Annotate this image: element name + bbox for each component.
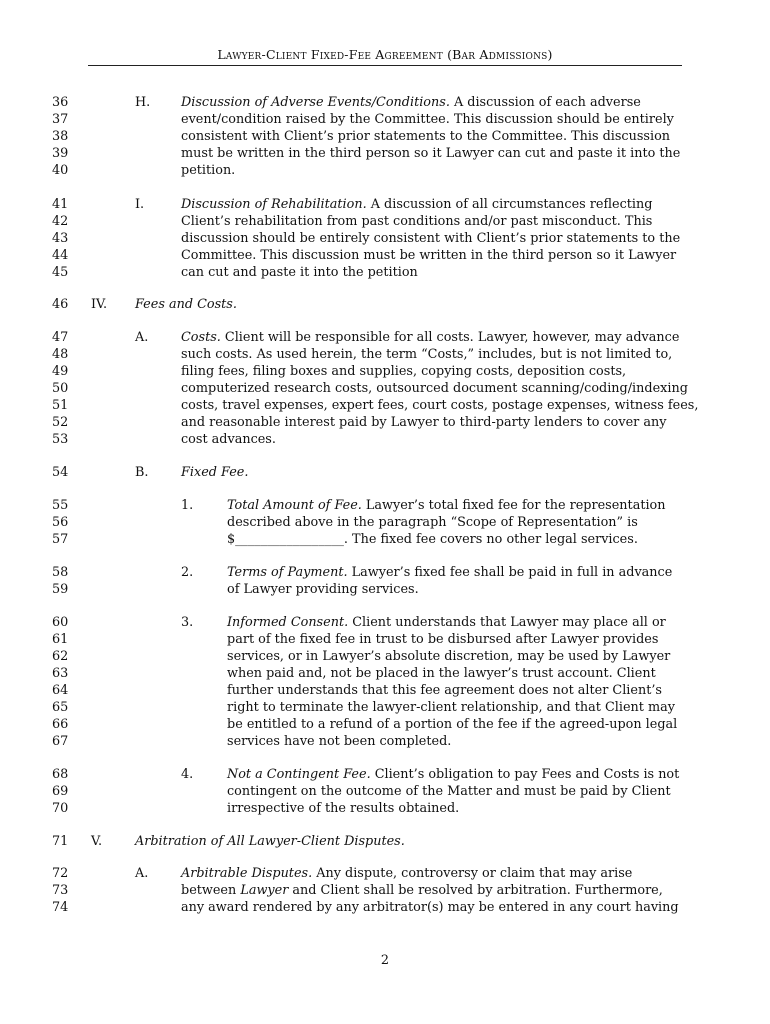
line-number: 64 xyxy=(52,683,69,698)
article-title: Arbitration of All Lawyer-Client Disputes. xyxy=(135,834,405,849)
paragraph-line: irrespective of the results obtained. xyxy=(227,801,460,816)
line-number: 69 xyxy=(52,784,69,799)
paragraph-title: Total Amount of Fee. xyxy=(227,498,362,513)
paragraph-title: Terms of Payment. xyxy=(227,565,348,580)
line-number: 66 xyxy=(52,717,69,732)
line-number: 57 xyxy=(52,532,69,547)
line-number: 72 xyxy=(52,866,69,881)
paragraph-title: Costs. xyxy=(181,330,221,345)
article-marker: V. xyxy=(91,834,103,849)
line-number: 61 xyxy=(52,632,69,647)
item-marker: 1. xyxy=(181,498,194,513)
line-number: 51 xyxy=(52,398,69,413)
line-number: 53 xyxy=(52,432,69,447)
paragraph-line: discussion should be entirely consistent with Client’s prior statements to the xyxy=(181,231,681,246)
line-number: 42 xyxy=(52,214,69,229)
header-rule xyxy=(88,65,682,66)
paragraph-line: filing fees, filing boxes and supplies, copying costs, deposition costs, xyxy=(181,364,627,379)
line-number: 36 xyxy=(52,95,69,110)
page-number: 2 xyxy=(380,953,390,968)
paragraph-line: between Lawyer and Client shall be resolved by arbitration. Furthermore, xyxy=(181,883,663,898)
paragraph-line: Arbitrable Disputes. Any dispute, controversy or claim that may arise xyxy=(181,866,633,881)
paragraph-line: must be written in the third person so it Lawyer can cut and paste it into the xyxy=(181,146,681,161)
item-marker: 2. xyxy=(181,565,194,580)
line-number: 48 xyxy=(52,347,69,362)
item-marker: 3. xyxy=(181,615,194,630)
paragraph-title: Discussion of Adverse Events/Conditions. xyxy=(181,95,450,110)
paragraph-line: Committee. This discussion must be written in the third person so it Lawyer xyxy=(181,248,677,263)
paragraph-line: any award rendered by any arbitrator(s) may be entered in any court having xyxy=(181,900,679,915)
line-number: 74 xyxy=(52,900,69,915)
paragraph-line: and reasonable interest paid by Lawyer to third-party lenders to cover any xyxy=(181,415,667,430)
line-number: 38 xyxy=(52,129,69,144)
line-number: 55 xyxy=(52,498,69,513)
paragraph-title: Not a Contingent Fee. xyxy=(227,767,371,782)
paragraph-line: Terms of Payment. Lawyer’s fixed fee shall be paid in full in advance xyxy=(227,565,673,580)
line-number: 54 xyxy=(52,465,69,480)
paragraph-title: Informed Consent. xyxy=(227,615,349,630)
line-number: 46 xyxy=(52,297,69,312)
line-number: 41 xyxy=(52,197,69,212)
paragraph-line: cost advances. xyxy=(181,432,276,447)
paragraph-line: be entitled to a refund of a portion of the fee if the agreed-upon legal xyxy=(227,717,678,732)
line-number: 52 xyxy=(52,415,69,430)
line-number: 63 xyxy=(52,666,69,681)
running-header: Lawyer-Client Fixed-Fee Agreement (Bar Admissions) xyxy=(217,47,553,62)
paragraph-line: such costs. As used herein, the term “Costs,” includes, but is not limited to, xyxy=(181,347,673,362)
paragraph-line: services, or in Lawyer’s absolute discretion, may be used by Lawyer xyxy=(227,649,671,664)
line-number: 39 xyxy=(52,146,69,161)
line-number: 71 xyxy=(52,834,69,849)
line-number: 73 xyxy=(52,883,69,898)
line-number: 47 xyxy=(52,330,69,345)
paragraph-line: Informed Consent. Client understands that Lawyer may place all or xyxy=(227,615,666,630)
section-marker: A. xyxy=(135,866,149,881)
fee-amount-line: $_________________. The fixed fee covers no other legal services. xyxy=(227,532,638,547)
line-number: 49 xyxy=(52,364,69,379)
paragraph-line: Costs. Client will be responsible for all costs. Lawyer, however, may advance xyxy=(181,330,680,345)
line-number: 58 xyxy=(52,565,69,580)
paragraph-line: when paid and, not be placed in the lawyer’s trust account. Client xyxy=(227,666,656,681)
paragraph-line: costs, travel expenses, expert fees, court costs, postage expenses, witness fees, xyxy=(181,398,699,413)
paragraph-line: of Lawyer providing services. xyxy=(227,582,419,597)
line-number: 50 xyxy=(52,381,69,396)
section-marker: I. xyxy=(135,197,145,212)
paragraph-line: Discussion of Rehabilitation. A discussion of all circumstances reflecting xyxy=(181,197,653,212)
paragraph-title: Fixed Fee. xyxy=(181,465,249,480)
paragraph-line: right to terminate the lawyer-client relationship, and that Client may xyxy=(227,700,675,715)
section-marker: B. xyxy=(135,465,149,480)
paragraph-line: event/condition raised by the Committee. This discussion should be entirely xyxy=(181,112,674,127)
paragraph-line: described above in the paragraph “Scope of Representation” is xyxy=(227,515,638,530)
line-number: 67 xyxy=(52,734,69,749)
line-number: 62 xyxy=(52,649,69,664)
line-number: 43 xyxy=(52,231,69,246)
paragraph-line: further understands that this fee agreement does not alter Client’s xyxy=(227,683,662,698)
line-number: 65 xyxy=(52,700,69,715)
paragraph-line: Discussion of Adverse Events/Conditions. A discussion of each adverse xyxy=(181,95,641,110)
article-marker: IV. xyxy=(91,297,108,312)
section-marker: A. xyxy=(135,330,149,345)
line-number: 37 xyxy=(52,112,69,127)
paragraph-line: consistent with Client’s prior statements to the Committee. This discussion xyxy=(181,129,671,144)
paragraph-line: computerized research costs, outsourced document scanning/coding/indexing xyxy=(181,381,688,396)
paragraph-line: contingent on the outcome of the Matter and must be paid by Client xyxy=(227,784,671,799)
line-number: 60 xyxy=(52,615,69,630)
paragraph-title: Discussion of Rehabilitation. xyxy=(181,197,367,212)
line-number: 56 xyxy=(52,515,69,530)
paragraph-line: part of the fixed fee in trust to be disbursed after Lawyer provides xyxy=(227,632,659,647)
paragraph-line: Client’s rehabilitation from past conditions and/or past misconduct. This xyxy=(181,214,653,229)
article-title: Fees and Costs. xyxy=(135,297,237,312)
paragraph-line: services have not been completed. xyxy=(227,734,452,749)
line-number: 59 xyxy=(52,582,69,597)
paragraph-line: can cut and paste it into the petition xyxy=(181,265,418,280)
paragraph-title: Arbitrable Disputes. xyxy=(181,866,313,881)
line-number: 68 xyxy=(52,767,69,782)
line-number: 44 xyxy=(52,248,69,263)
paragraph-line: petition. xyxy=(181,163,236,178)
line-number: 45 xyxy=(52,265,69,280)
line-number: 70 xyxy=(52,801,69,816)
line-number: 40 xyxy=(52,163,69,178)
item-marker: 4. xyxy=(181,767,194,782)
section-marker: H. xyxy=(135,95,151,110)
paragraph-line: Not a Contingent Fee. Client’s obligation to pay Fees and Costs is not xyxy=(227,767,680,782)
paragraph-line: Total Amount of Fee. Lawyer’s total fixed fee for the representation xyxy=(227,498,666,513)
